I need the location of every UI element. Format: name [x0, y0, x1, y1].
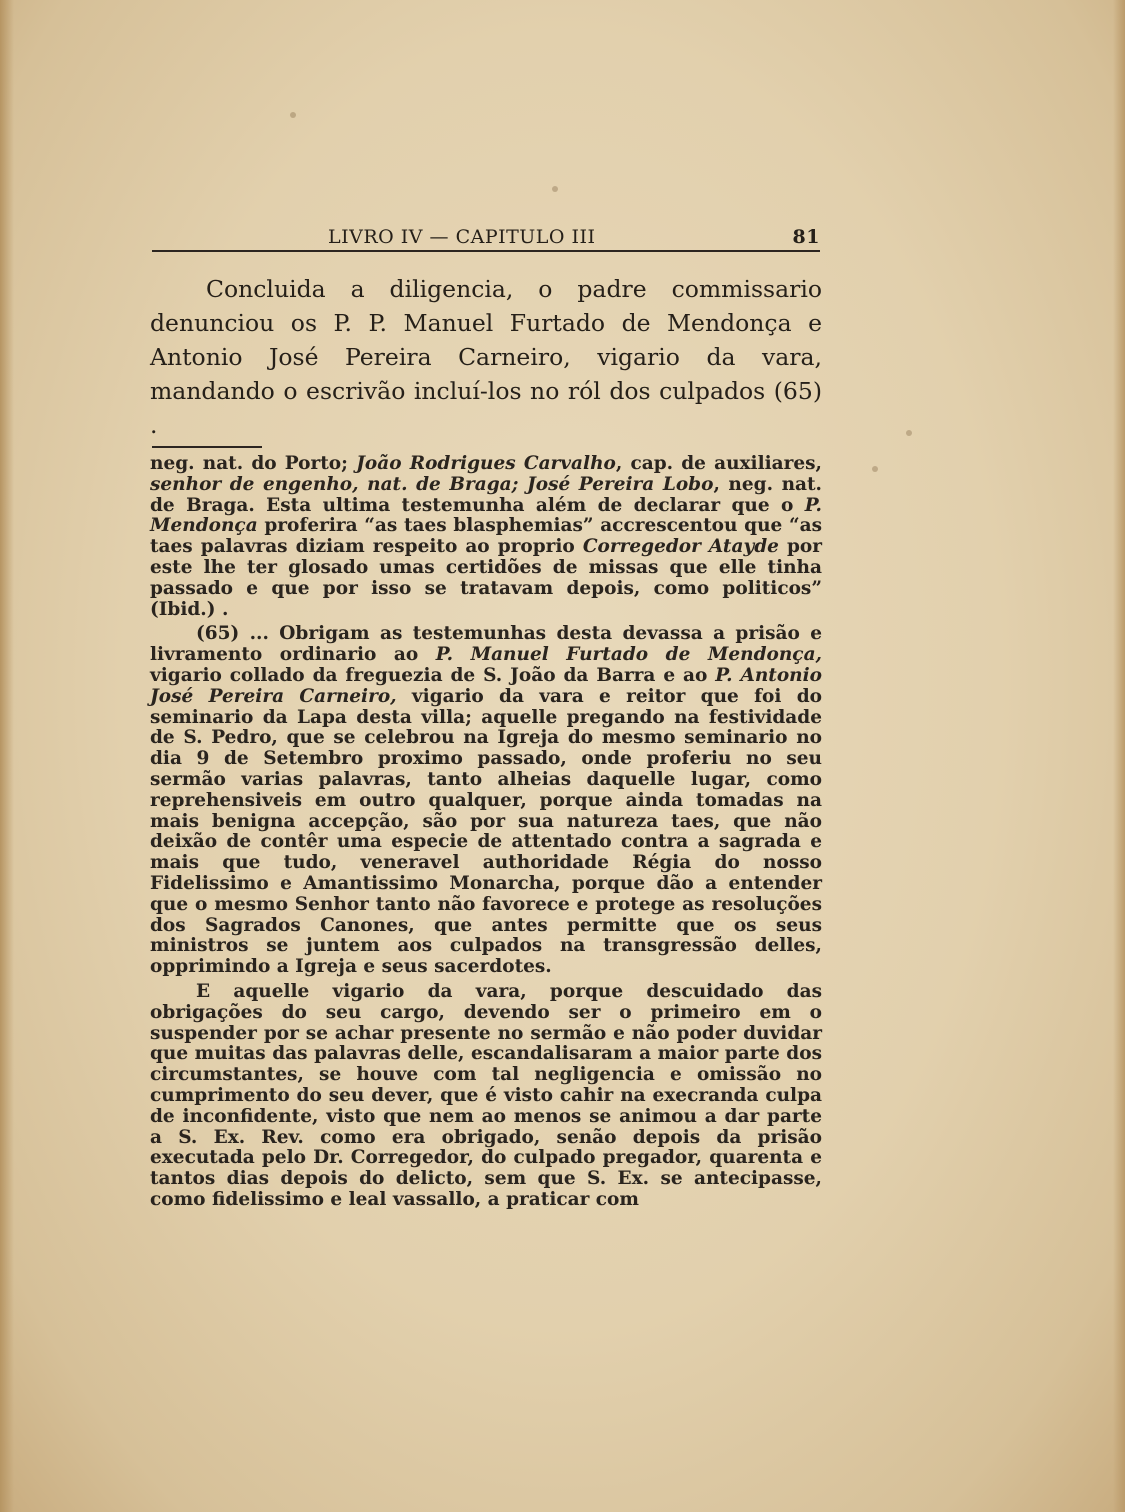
- main-body: [150, 272, 822, 442]
- footnote-65: (65) ... Obrigam as testemunhas desta devassa a prisão e livramento ordinario ao P. Manuel Furtado de Mendonça, vigario collado da freguezia de S. João da Barra e ao P. Antonio José Pereira Carneiro, vigario da vara e reitor que foi do seminario da Lapa desta villa; aquelle pregando na festividade de S. Pedro, que se celebrou na Igreja do mesmo seminario no dia 9 de Setembro proximo passado, onde proferiu no seu sermão varias palavras, tanto alheias daquelle lugar, como reprehensiveis em outro qualquer, porque ainda tomadas na mais benigna accepção, são por sua natureza taes, que não deixão de contêr uma especie de attentado contra a sagrada e mais que tudo, veneravel authoridade Régia do nosso Fidelissimo e Amantissimo Monarcha, porque dão a entender que o mesmo Senhor tanto não favorece e protege as resoluções dos Sagrados Canones, que antes permitte que os seus ministros se juntem aos culpados na transgressão delles, opprimindo a Igreja e seus sacerdotes.: [150, 623, 823, 978]
- main-paragraph: Concluida a diligencia, o padre commissario denunciou os P. P. Manuel Furtado de Mendonça e Antonio José Pereira Carneiro, vigario da vara, mandando o escrivão incluí-los no ról dos culpados (65) .: [150, 275, 822, 439]
- page-edge-right: [1113, 0, 1125, 1512]
- paper-spot: [872, 466, 878, 472]
- running-title: LIVRO IV — CAPITULO III: [328, 226, 596, 248]
- paper-spot: [906, 430, 912, 436]
- footnote-65-continuation: E aquelle vigario da vara, porque descuidado das obrigações do seu cargo, devendo ser o primeiro em o suspender por se achar presente no sermão e não poder duvidar que muitas das palavras delle, escandalisaram a maior parte dos circumstantes, se houve com tal negligencia e omissão no cumprimento do seu dever, que é visto cahir na execranda culpa de inconfidente, visto que nem ao menos se animou a dar parte a S. Ex. Rev. como era obrigado, senão depois da prisão executada pelo Dr. Corregedor, do culpado pregador, quarenta e tantos dias depois do delicto, sem que S. Ex. se antecipasse, como fidelissimo e leal vassallo, a praticar com: [150, 980, 822, 1210]
- header-rule: [152, 250, 820, 252]
- footnote-separator: [152, 446, 262, 448]
- page-number: 81: [792, 226, 820, 248]
- paper-spot: [290, 112, 296, 118]
- page-edge-left: [0, 0, 14, 1512]
- running-header: [152, 226, 822, 252]
- footnotes: [150, 454, 822, 1215]
- paper-spot: [552, 186, 558, 192]
- footnote-continued: neg. nat. do Porto; João Rodrigues Carvalho, cap. de auxiliares, senhor de engenho, nat. de Braga; José Pereira Lobo, neg. nat. de Braga. Esta ultima testemunha além de declarar que o P. Mendonça proferira “as taes blasphemias” accrescentou que “as taes palavras diziam respeito ao proprio Corregedor Atayde por este lhe ter glosado umas certidões de missas que elle tinha passado e que por isso se tratavam depois, como politicos” (Ibid.) .: [150, 453, 822, 620]
